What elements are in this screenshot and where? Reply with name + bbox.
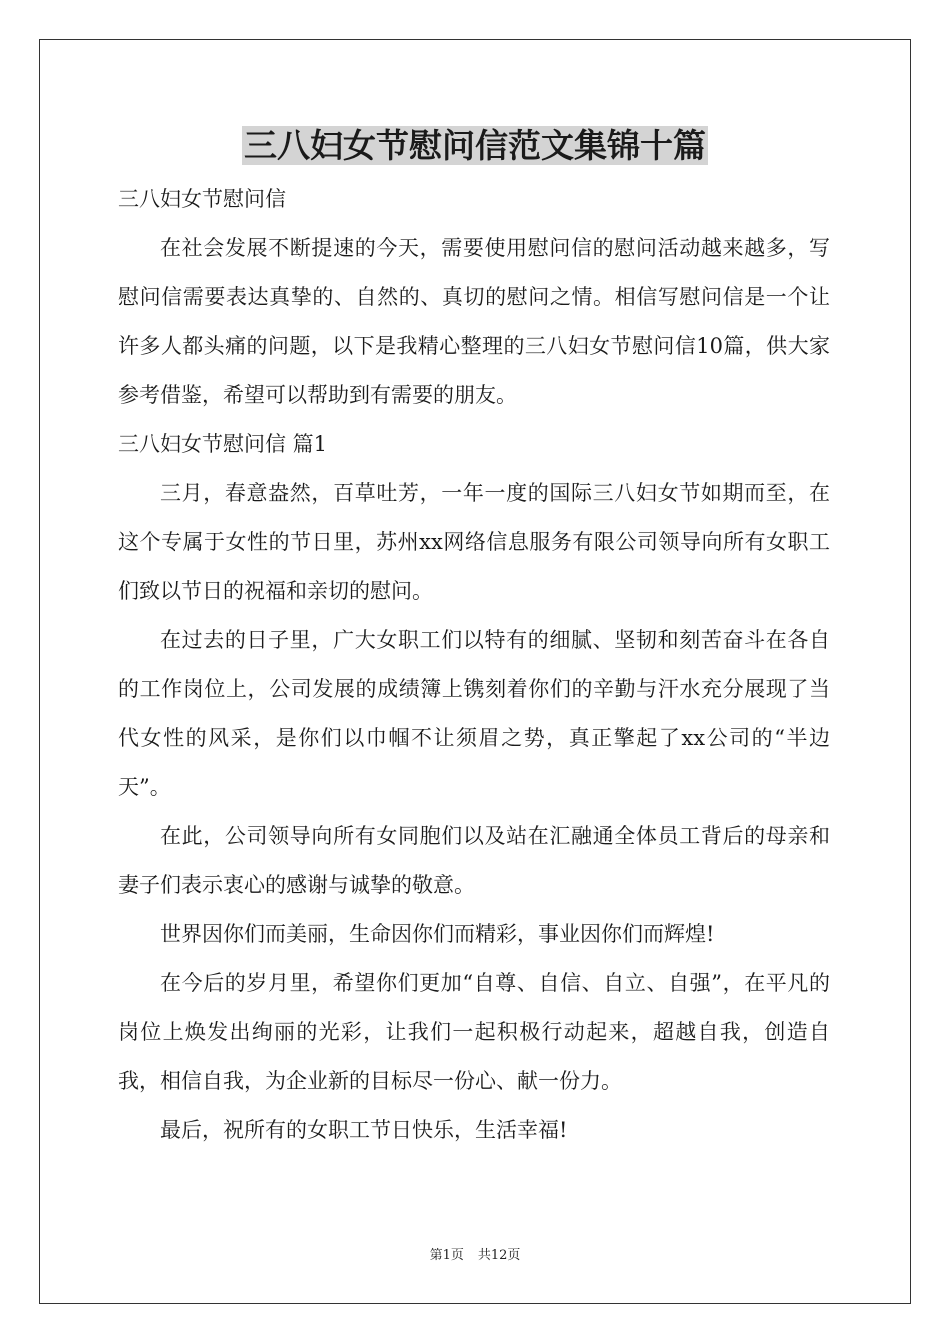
- body-paragraph: 最后，祝所有的女职工节日快乐，生活幸福!: [160, 1118, 568, 1142]
- section-heading: 三八妇女节慰问信: [118, 187, 286, 211]
- page-footer: [0, 1247, 950, 1265]
- document-title-text: 三八妇女节慰问信范文集锦十篇: [244, 126, 706, 165]
- intro-paragraph: 在社会发展不断提速的今天，需要使用慰问信的慰问活动越来越多，写慰问信需要表达真挚的、自然的、真切的慰问之情。相信写慰问信是一个让许多人都头痛的问题，以下是我精心整理的三八妇女节慰问信10篇，供大家参考借鉴，希望可以帮助到有需要的朋友。: [118, 236, 830, 407]
- page-number: 第1页: [429, 1248, 464, 1263]
- total-pages: 共12页: [477, 1248, 521, 1263]
- document-body: [118, 175, 830, 1155]
- body-paragraph: 在今后的岁月里，希望你们更加“自尊、自信、自立、自强”，在平凡的岗位上焕发出绚丽的光彩，让我们一起积极行动起来，超越自我，创造自我，相信自我，为企业新的目标尽一份心、献一份力。: [118, 971, 830, 1093]
- body-paragraph: 三月，春意盎然，百草吐芳，一年一度的国际三八妇女节如期而至，在这个专属于女性的节日里，苏州xx网络信息服务有限公司领导向所有女职工们致以节日的祝福和亲切的慰问。: [118, 481, 830, 603]
- section-heading-1: 三八妇女节慰问信 篇1: [118, 432, 328, 456]
- body-paragraph: 在过去的日子里，广大女职工们以特有的细腻、坚韧和刻苦奋斗在各自的工作岗位上，公司发展的成绩簿上镌刻着你们的辛勤与汗水充分展现了当代女性的风采，是你们以巾帼不让须眉之势，真正擎起了xx公司的“半边天”。: [118, 628, 830, 799]
- body-paragraph: 在此，公司领导向所有女同胞们以及站在汇融通全体员工背后的母亲和妻子们表示衷心的感谢与诚挚的敬意。: [118, 824, 830, 897]
- document-title: [0, 124, 950, 168]
- body-paragraph: 世界因你们而美丽，生命因你们而精彩，事业因你们而辉煌!: [160, 922, 715, 946]
